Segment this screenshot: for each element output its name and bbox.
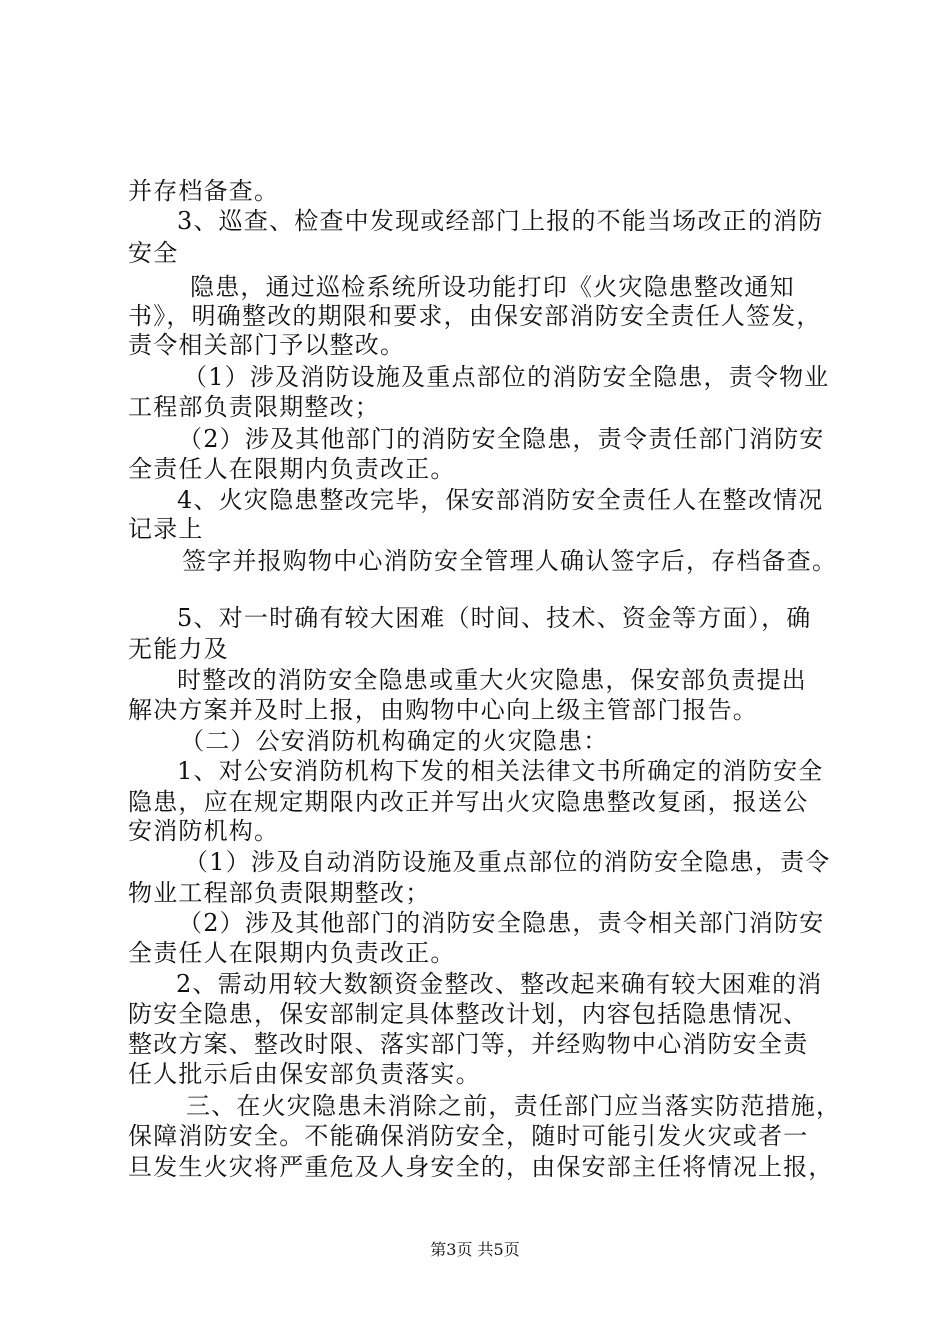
text-line-24: （2）涉及其他部门的消防安全隐患，责令相关部门消防安 [178,909,825,937]
text-line-22: （1）涉及自动消防设施及重点部位的消防安全隐患，责令 [184,848,831,876]
text-line-17: 解决方案并及时上报，由购物中心向上级主管部门报告。 [128,696,758,724]
text-line-13: 签字并报购物中心消防安全管理人确认签字后，存档备查。 [182,547,838,575]
text-line-21: 安消防机构。 [128,817,280,845]
text-line-1: 并存档备查。 [128,177,280,205]
text-line-28: 整改方案、整改时限、落实部门等，并经购物中心消防安全责 [128,1030,809,1058]
text-line-6: 责令相关部门予以整改。 [128,331,406,359]
text-line-23: 物业工程部负责限期整改； [128,879,431,907]
text-line-20: 隐患，应在规定期限内改正并写出火灾隐患整改复函，报送公 [128,788,809,816]
text-line-29: 任人批示后由保安部负责落实。 [128,1060,481,1088]
text-line-11: 4、火灾隐患整改完毕，保安部消防安全责任人在整改情况 [177,486,824,514]
text-line-32: 旦发生火灾将严重危及人身安全的，由保安部主任将情况上报， [128,1153,834,1181]
text-line-31: 保障消防安全。不能确保消防安全，随时可能引发火灾或者一 [128,1122,809,1150]
text-line-8: 工程部负责限期整改； [128,393,380,421]
text-line-14: 5、对一时确有较大困难（时间、技术、资金等方面），确 [177,604,812,632]
text-line-16: 时整改的消防安全隐患或重大火灾隐患，保安部负责提出 [177,666,807,694]
text-line-27: 防安全隐患，保安部制定具体整改计划，内容包括隐患情况、 [128,1000,809,1028]
text-line-9: （2）涉及其他部门的消防安全隐患，责令责任部门消防安 [178,425,825,453]
text-line-26: 2、需动用较大数额资金整改、整改起来确有较大困难的消 [176,970,823,998]
text-line-25: 全责任人在限期内负责改正。 [128,939,456,967]
text-line-5: 书》，明确整改的期限和要求，由保安部消防安全责任人签发， [128,302,822,330]
text-line-7: （1）涉及消防设施及重点部位的消防安全隐患，责令物业 [183,363,830,391]
text-line-18: （二）公安消防机构确定的火灾隐患： [180,727,609,755]
text-line-4: 隐患，通过巡检系统所设功能打印《火灾隐患整改通知 [190,273,795,301]
text-line-3: 安全 [128,239,179,267]
text-line-2: 3、巡查、检查中发现或经部门上报的不能当场改正的消防 [177,207,824,235]
text-line-10: 全责任人在限期内负责改正。 [128,455,456,483]
text-line-19: 1、对公安消防机构下发的相关法律文书所确定的消防安全 [177,757,824,785]
page-number-footer: 第3页 共5页 [430,1240,520,1259]
text-line-15: 无能力及 [128,635,229,663]
text-line-30: 三、在火灾隐患未消除之前，责任部门应当落实防范措施， [186,1092,842,1120]
text-line-12: 记录上 [128,515,204,543]
